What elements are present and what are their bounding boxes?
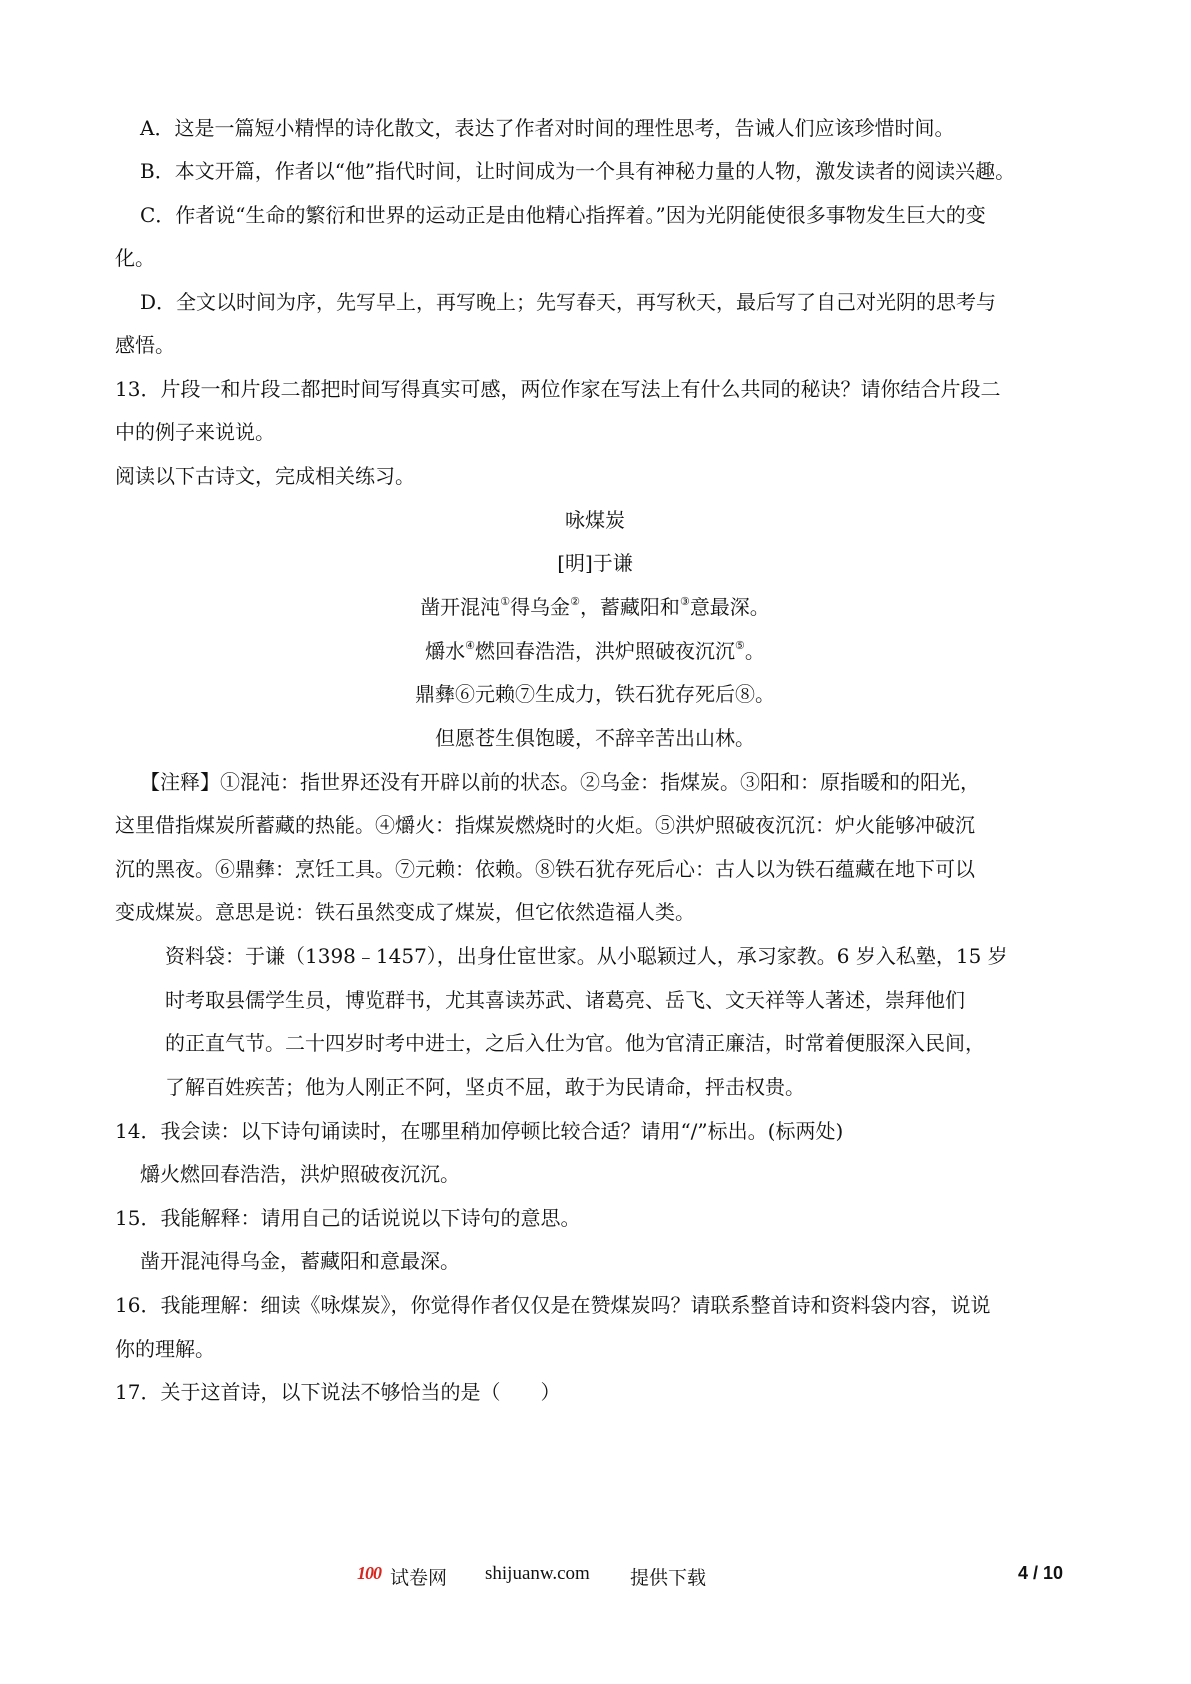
- option-c-line1: C．作者说“生命的繁衍和世界的运动正是由他精心指挥着。”因为光阴能使很多事物发生巨大的变: [140, 203, 986, 227]
- poem-line-1: [115, 593, 1075, 621]
- poem-title: 咏煤炭: [565, 508, 625, 532]
- option-d-line2: 感悟。: [115, 333, 175, 357]
- note-ref-1: ①: [500, 595, 511, 608]
- page-footer: [0, 1563, 1191, 1593]
- option-a: A．这是一篇短小精悍的诗化散文，表达了作者对时间的理性思考，告诫人们应该珍惜时间。: [140, 116, 955, 140]
- question-13-line2: 中的例子来说说。: [115, 420, 275, 444]
- page-number: 4 / 10: [1018, 1563, 1064, 1583]
- poem-line-1-part-b: 得乌金: [510, 595, 571, 619]
- question-14: 14．我会读：以下诗句诵读时，在哪里稍加停顿比较合适？请用“/”标出。(标两处): [115, 1119, 844, 1143]
- option-b: B．本文开篇，作者以“他”指代时间，让时间成为一个具有神秘力量的人物，激发读者的阅读兴趣。: [140, 159, 1016, 183]
- poem-line-4: 但愿苍生俱饱暖，不辞辛苦出山林。: [435, 726, 755, 750]
- info-line2: 时考取县儒学生员，博览群书，尤其喜读苏武、诸葛亮、岳飞、文天祥等人著述，崇拜他们: [165, 988, 965, 1012]
- notes-line3: 沉的黑夜。⑥鼎彝：烹饪工具。⑦元赖：依赖。⑧铁石犹存死后心：古人以为铁石蕴藏在地下可以: [115, 857, 975, 881]
- note-ref-3: ③: [679, 595, 690, 608]
- option-c-line2: 化。: [115, 246, 155, 270]
- option-d-line1: D．全文以时间为序，先写早上，再写晚上；先写春天，再写秋天，最后写了自己对光阴的思考与: [140, 290, 997, 314]
- info-line1: 资料袋：于谦（1398﹣1457），出身仕宦世家。从小聪颖过人，承习家教。6 岁入私塾，15 岁: [165, 944, 1008, 968]
- poem-line-1-part-a: 凿开混沌: [420, 595, 501, 619]
- poem-author: [明]于谦: [557, 551, 633, 575]
- poem-line-2: [115, 637, 1075, 665]
- question-14-poem-line: 爝火燃回春浩浩，洪炉照破夜沉沉。: [140, 1162, 460, 1186]
- info-line3: 的正直气节。二十四岁时考中进士，之后入仕为官。他为官清正廉洁，时常着便服深入民间，: [165, 1031, 985, 1055]
- poem-line-2-part-b: 燃回春浩浩，洪炉照破夜沉沉: [475, 639, 735, 663]
- question-16-line1: 16．我能理解：细读《咏煤炭》，你觉得作者仅仅是在赞煤炭吗？请联系整首诗和资料袋内容，说说: [115, 1293, 991, 1317]
- poem-line-1-part-d: 意最深。: [689, 595, 770, 619]
- poem-line-2-part-a: 爝水: [425, 639, 466, 663]
- question-15-poem-line: 凿开混沌得乌金，蓄藏阳和意最深。: [140, 1249, 460, 1273]
- note-ref-5: ⑤: [735, 639, 745, 652]
- note-ref-4: ④: [465, 639, 475, 652]
- notes-line4: 变成煤炭。意思是说：铁石虽然变成了煤炭，但它依然造福人类。: [115, 900, 695, 924]
- site-logo: 100: [357, 1563, 381, 1583]
- notes-line2: 这里借指煤炭所蓄藏的热能。④爝火：指煤炭燃烧时的火炬。⑤洪炉照破夜沉沉：炉火能够冲破沉: [115, 813, 975, 837]
- question-15: 15．我能解释：请用自己的话说说以下诗句的意思。: [115, 1206, 581, 1230]
- provide-download-text: 提供下载: [630, 1568, 707, 1589]
- question-17: 17．关于这首诗，以下说法不够恰当的是（ ）: [115, 1380, 561, 1404]
- poem-line-1-part-c: ，蓄藏阳和: [579, 595, 680, 619]
- question-16-line2: 你的理解。: [115, 1337, 215, 1361]
- site-name: 试卷网: [390, 1568, 448, 1589]
- reading-intro: 阅读以下古诗文，完成相关练习。: [115, 464, 415, 488]
- poem-line-2-part-c: 。: [744, 639, 765, 663]
- notes-line1: 【注释】①混沌：指世界还没有开辟以前的状态。②乌金：指煤炭。③阳和：原指暖和的阳光，: [140, 770, 980, 794]
- note-ref-2: ②: [570, 595, 580, 608]
- site-domain: shijuanw.com: [485, 1563, 590, 1584]
- poem-line-3: 鼎彝⑥元赖⑦生成力，铁石犹存死后⑧。: [415, 682, 775, 706]
- info-line4: 了解百姓疾苦；他为人刚正不阿，坚贞不屈，敢于为民请命，抨击权贵。: [165, 1075, 805, 1099]
- question-13-line1: 13．片段一和片段二都把时间写得真实可感，两位作家在写法上有什么共同的秘诀？请你结合片段二: [115, 377, 1001, 401]
